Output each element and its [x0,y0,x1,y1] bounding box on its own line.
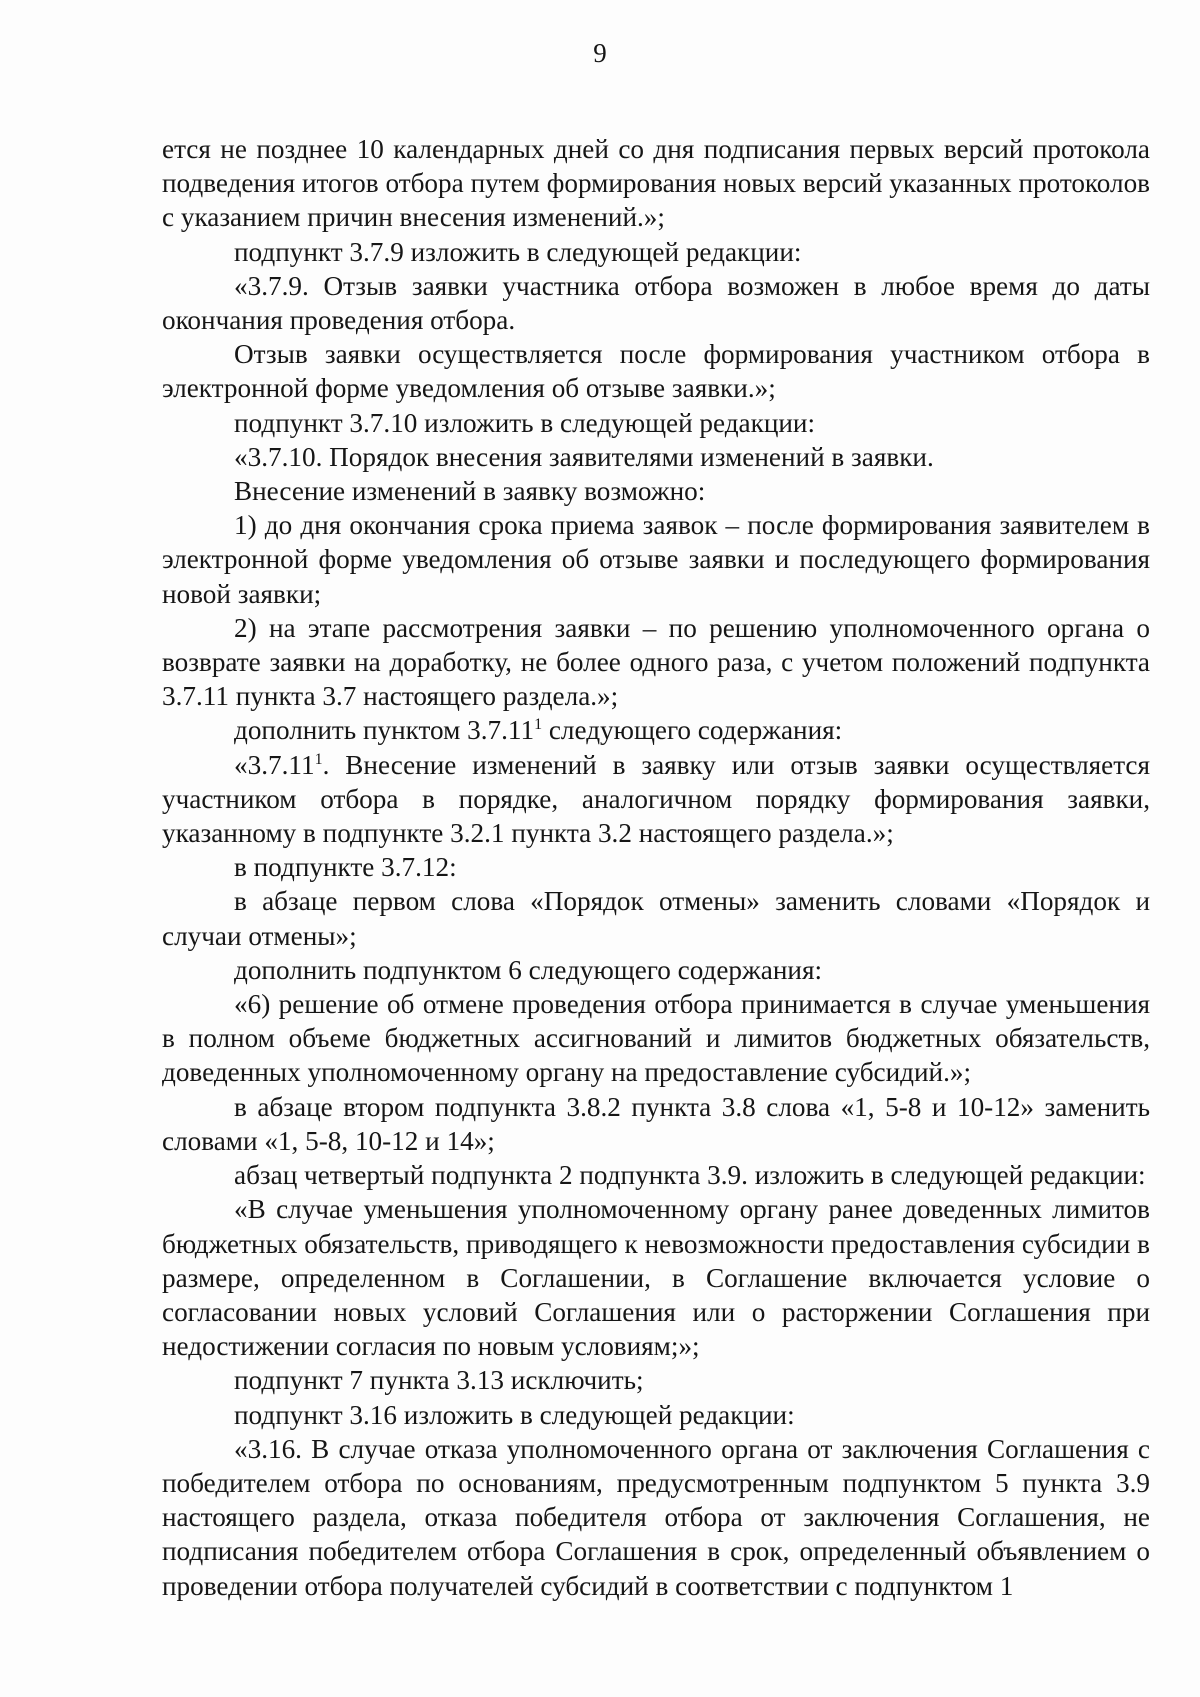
paragraph: подпункт 3.16 изложить в следующей редакции: [234,1399,795,1430]
paragraph-text-before: «3.7.11 [234,749,315,780]
paragraph: «3.7.9. Отзыв заявки участника отбора возможен в любое время до даты окончания проведения отбора. [162,270,1150,336]
paragraph-with-superscript [162,748,1150,851]
paragraph: Внесение изменений в заявку возможно: [234,476,706,507]
superscript: 1 [314,750,323,768]
paragraph: 2) на этапе рассмотрения заявки – по решению уполномоченного органа о возврате заявки на доработку, не более одного раза, с учетом положений подпункта 3.7.11 пункта 3.7 настоящего раздела.»; [162,612,1150,712]
paragraph: 1) до дня окончания срока приема заявок – после формирования заявителем в электронной форме уведомления об отзыве заявки и последующего формирования новой заявки; [162,510,1150,609]
paragraph: «В случае уменьшения уполномоченному органу ранее доведенных лимитов бюджетных обязательств, приводящего к невозможности предоставления субсидии в размере, определенном в Соглашении, в Соглашение включается условие о согласовании новых условий Соглашения или о расторжении Соглашения при недостижении согласия по новым условиям;»; [162,1194,1150,1362]
document-body [162,132,1150,1603]
paragraph-with-superscript [162,713,1150,747]
paragraph-text-before: дополнить пунктом 3.7.11 [234,715,535,746]
paragraph: подпункт 3.7.10 изложить в следующей редакции: [234,407,816,438]
paragraph: «6) решение об отмене проведения отбора принимается в случае уменьшения в полном объеме бюджетных ассигнований и лимитов бюджетных обязательств, доведенных уполномоченному органу на предоставление субсидий.»; [162,989,1150,1088]
paragraph-continuation: ется не позднее 10 календарных дней со дня подписания первых версий протокола подведения итогов отбора путем формирования новых версий указанных протоколов с указанием причин внесения изменений.»; [162,134,1150,233]
paragraph: в подпункте 3.7.12: [234,852,457,883]
paragraph: «3.16. В случае отказа уполномоченного органа от заключения Соглашения с победителем отбора по основаниям, предусмотренным подпунктом 5 пункта 3.9 настоящего раздела, отказа победителя отбора от заключения Соглашения, не подписания победителем отбора Соглашения в срок, определенный объявлением о проведении отбора получателей субсидий в соответствии с подпунктом 1 [162,1433,1150,1601]
paragraph: в абзаце втором подпункта 3.8.2 пункта 3.8 слова «1, 5-8 и 10-12» заменить словами «1, 5-8, 10-12 и 14»; [162,1091,1150,1156]
paragraph: дополнить подпунктом 6 следующего содержания: [234,954,823,985]
superscript: 1 [534,716,543,734]
paragraph: «3.7.10. Порядок внесения заявителями изменений в заявки. [234,441,934,472]
paragraph: подпункт 7 пункта 3.13 исключить; [234,1365,644,1396]
paragraph-text-after: следующего содержания: [542,715,843,746]
paragraph: Отзыв заявки осуществляется после формирования участником отбора в электронной форме уведомления об отзыве заявки.»; [162,339,1150,404]
paragraph: подпункт 3.7.9 изложить в следующей редакции: [234,236,802,267]
paragraph: абзац четвертый подпункта 2 подпункта 3.9. изложить в следующей редакции: [234,1160,1146,1191]
paragraph: в абзаце первом слова «Порядок отмены» заменить словами «Порядок и случаи отмены»; [162,886,1150,951]
paragraph-text-after: . Внесение изменений в заявку или отзыв заявки осуществляется участником отбора в порядке, аналогичном порядку формирования заявки, указанному в подпункте 3.2.1 пункта 3.2 настоящего раздела.»; [162,749,1150,849]
page-number: 9 [593,38,607,68]
